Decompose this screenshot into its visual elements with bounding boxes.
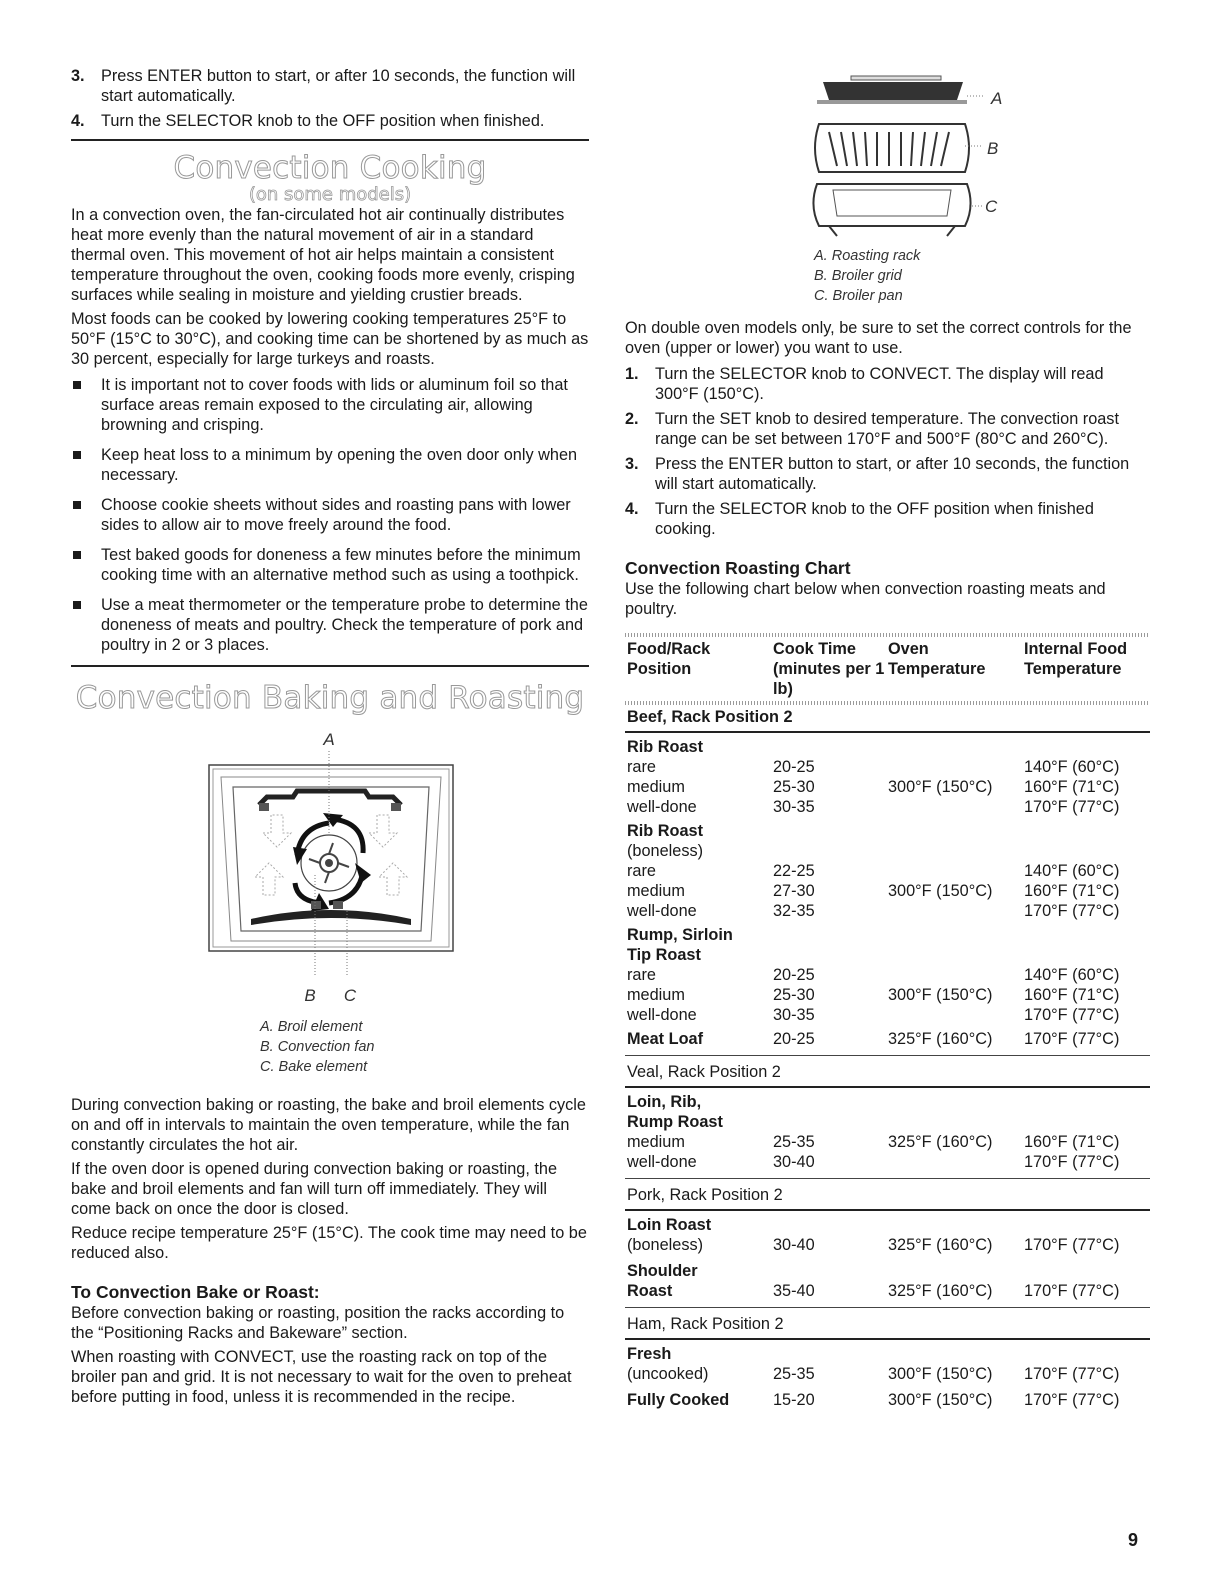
- table-cell: 300°F (150°C): [888, 1391, 993, 1409]
- table-row: [625, 737, 1150, 757]
- paragraph: If the oven door is opened during convection baking or roasting, the bake and broil elements and fan will turn off immediately. They will come back on once the door is closed.: [71, 1160, 558, 1218]
- table-cell: 325°F (160°C): [888, 1236, 993, 1254]
- table-row: [625, 757, 1150, 777]
- table-cell: [888, 861, 1024, 881]
- table-cell: rare: [627, 862, 656, 880]
- table-cell: rare: [627, 966, 656, 984]
- table-cell: 170°F (77°C): [1024, 902, 1120, 920]
- table-cell: rare: [627, 758, 656, 776]
- table-row: [625, 841, 1150, 861]
- list-item: Choose cookie sheets without sides and roasting pans with lower sides to allow air to move freely around the food.: [71, 495, 589, 535]
- left-column: [71, 66, 589, 1411]
- table-cell: 32-35: [773, 902, 815, 920]
- table-cell: 325°F (160°C): [888, 1282, 993, 1300]
- table-cell: (boneless): [627, 1236, 704, 1254]
- caption: B. Broiler grid: [814, 268, 902, 284]
- table-cell: 20-25: [773, 758, 815, 776]
- table-cell: 325°F (160°C): [888, 1133, 993, 1151]
- roasting-chart: [625, 633, 1150, 1410]
- table-cell: Loin, Rib,: [627, 1093, 702, 1111]
- table-row: [625, 925, 1150, 945]
- table-row: [625, 1261, 1150, 1281]
- table-cell: 30-40: [773, 1236, 815, 1254]
- page-number: 9: [1128, 1530, 1139, 1550]
- table-cell: 325°F (160°C): [888, 1030, 993, 1048]
- subheading: To Convection Bake or Roast:: [71, 1282, 320, 1302]
- table-cell: 30-40: [773, 1153, 815, 1171]
- table-row: [625, 901, 1150, 921]
- table-cell: well-done: [627, 902, 697, 920]
- table-cell: 170°F (77°C): [1024, 1365, 1120, 1383]
- table-cell: (uncooked): [627, 1365, 709, 1383]
- table-cell: medium: [627, 1133, 685, 1151]
- header-cell: Food/Rack Position: [627, 640, 711, 678]
- table-cell: Loin Roast: [627, 1216, 712, 1234]
- oven-diagram: [71, 715, 589, 1015]
- table-row: [625, 1215, 1150, 1235]
- paragraph: Most foods can be cooked by lowering cooking temperatures 25°F to 50°F (15°C to 30°C), and cooking time can be shortened by as much as 30 percent, especially for large turkeys and roasts.: [71, 310, 589, 368]
- table-cell: 160°F (71°C): [1024, 882, 1120, 900]
- caption: C. Broiler pan: [814, 288, 903, 304]
- table-cell: 25-30: [773, 986, 815, 1004]
- table-cell: [888, 901, 1024, 921]
- table-cell: 140°F (60°C): [1024, 966, 1120, 984]
- group-title: Veal, Rack Position 2: [627, 1063, 781, 1081]
- table-row: [625, 777, 1150, 797]
- table-row: [625, 1092, 1150, 1112]
- table-row: [625, 985, 1150, 1005]
- table-cell: medium: [627, 778, 685, 796]
- table-row: [625, 821, 1150, 841]
- oven-captions: [71, 1017, 589, 1077]
- header-cell: Internal Food Temperature: [1024, 640, 1128, 678]
- table-row: [625, 945, 1150, 965]
- section-subtitle: (on some models): [248, 184, 412, 205]
- label-a: A: [323, 730, 335, 749]
- paragraph: In a convection oven, the fan-circulated hot air continually distributes heat more evenly than the natural movement of air in a standard thermal oven. This movement of hot air helps maintain a consistent temperature throughout the oven, cooking foods more evenly, crisping surfaces while sealing in moisture and yielding crustier breads.: [71, 206, 575, 304]
- table-row: [625, 1364, 1150, 1384]
- table-cell: medium: [627, 882, 685, 900]
- table-cell: well-done: [627, 1153, 697, 1171]
- caption: A. Broil element: [260, 1019, 363, 1035]
- step-item: 4. Turn the SELECTOR knob to the OFF position when finished.: [71, 112, 545, 130]
- divider: [71, 139, 589, 141]
- table-cell: 300°F (150°C): [888, 778, 993, 796]
- paragraph: During convection baking or roasting, the bake and broil elements cycle on and off in intervals to maintain the oven temperature, while the fan constantly circulates the hot air.: [71, 1096, 586, 1154]
- table-row: [625, 965, 1150, 985]
- table-cell: 170°F (77°C): [1024, 1153, 1120, 1171]
- table-row: [625, 1344, 1150, 1364]
- step-item: 4. Turn the SELECTOR knob to the OFF position when finished cooking.: [625, 500, 1094, 538]
- table-cell: 160°F (71°C): [1024, 986, 1120, 1004]
- table-row: [625, 1132, 1150, 1152]
- table-cell: Roast: [627, 1282, 673, 1300]
- paragraph: Before convection baking or roasting, position the racks according to the “Positioning Racks and Bakeware” section.: [71, 1304, 565, 1342]
- caption: B. Convection fan: [260, 1039, 375, 1055]
- table-cell: Fully Cooked: [627, 1391, 730, 1409]
- paragraph: On double oven models only, be sure to set the correct controls for the oven (upper or lower) you want to use.: [625, 319, 1132, 357]
- table-row: [625, 881, 1150, 901]
- table-cell: 170°F (77°C): [1024, 1391, 1120, 1409]
- table-cell: Meat Loaf: [627, 1030, 703, 1048]
- table-cell: Tip Roast: [627, 946, 701, 964]
- caption: A. Roasting rack: [814, 248, 921, 264]
- table-row: [625, 1152, 1150, 1172]
- table-cell: 30-35: [773, 1006, 815, 1024]
- right-column: [625, 66, 1150, 1410]
- step-item: 3. Press ENTER button to start, or after 10 seconds, the function will start automatically.: [71, 67, 576, 105]
- caption: C. Bake element: [260, 1059, 368, 1075]
- divider: [71, 665, 589, 667]
- table-cell: 160°F (71°C): [1024, 778, 1120, 796]
- table-cell: 300°F (150°C): [888, 1365, 993, 1383]
- header-cell: Cook Time (minutes per 1 lb): [773, 640, 885, 698]
- label-b: B: [987, 139, 999, 158]
- label-c: C: [343, 986, 357, 1005]
- section-title: Convection Baking and Roasting: [75, 680, 585, 716]
- chart-title: Convection Roasting Chart: [625, 558, 851, 578]
- table-cell: 25-30: [773, 778, 815, 796]
- chart-header: [625, 637, 1150, 701]
- table-cell: Fresh: [627, 1345, 672, 1363]
- paragraph: When roasting with CONVECT, use the roasting rack on top of the broiler pan and grid. It is not necessary to wait for the oven to preheat before putting in food, unless it is recommended in the recipe.: [71, 1348, 572, 1406]
- table-cell: 30-35: [773, 798, 815, 816]
- table-row: [625, 1281, 1150, 1301]
- list-item: Keep heat loss to a minimum by opening the oven door only when necessary.: [71, 445, 589, 485]
- table-cell: 160°F (71°C): [1024, 1133, 1120, 1151]
- group-title: Beef, Rack Position 2: [627, 708, 793, 726]
- header-cell: Oven Temperature: [888, 640, 986, 678]
- table-cell: 15-20: [773, 1391, 815, 1409]
- section-title: Convection Cooking: [173, 150, 487, 186]
- table-cell: 35-40: [773, 1282, 815, 1300]
- table-cell: [888, 965, 1024, 985]
- table-cell: 20-25: [773, 966, 815, 984]
- group-title: Ham, Rack Position 2: [627, 1315, 784, 1333]
- table-cell: Rump, Sirloin: [627, 926, 733, 944]
- table-row: [625, 1029, 1150, 1049]
- list-item: It is important not to cover foods with lids or aluminum foil so that surface areas remain exposed to the circulating air, allowing browning and crisping.: [71, 375, 589, 435]
- paragraph: Use the following chart below when convection roasting meats and poultry.: [625, 580, 1106, 618]
- table-cell: [888, 757, 1024, 777]
- table-row: [625, 797, 1150, 817]
- table-cell: 170°F (77°C): [1024, 1006, 1120, 1024]
- table-cell: 300°F (150°C): [888, 986, 993, 1004]
- table-cell: 170°F (77°C): [1024, 798, 1120, 816]
- table-cell: 170°F (77°C): [1024, 1236, 1120, 1254]
- table-row: [625, 1390, 1150, 1410]
- table-cell: 22-25: [773, 862, 815, 880]
- table-cell: medium: [627, 986, 685, 1004]
- table-cell: 27-30: [773, 882, 815, 900]
- table-cell: Rib Roast: [627, 738, 703, 756]
- list-item: Test baked goods for doneness a few minutes before the minimum cooking time with an alternative method such as using a toothpick.: [71, 545, 589, 585]
- table-row: [625, 1005, 1150, 1025]
- table-cell: 170°F (77°C): [1024, 1030, 1120, 1048]
- table-cell: [888, 1152, 1024, 1172]
- table-row: [625, 861, 1150, 881]
- table-cell: 170°F (77°C): [1024, 1282, 1120, 1300]
- label-b: B: [304, 986, 316, 1005]
- table-cell: 140°F (60°C): [1024, 862, 1120, 880]
- table-cell: 20-25: [773, 1030, 815, 1048]
- table-cell: [888, 797, 1024, 817]
- table-cell: Shoulder: [627, 1262, 698, 1280]
- pan-captions: [625, 246, 1150, 306]
- table-cell: well-done: [627, 798, 697, 816]
- table-cell: 300°F (150°C): [888, 882, 993, 900]
- step-item: 2. Turn the SET knob to desired temperature. The convection roast range can be set between 170°F and 500°F (80°C and 260°C).: [625, 410, 1119, 448]
- step-item: 1. Turn the SELECTOR knob to CONVECT. The display will read 300°F (150°C).: [625, 365, 1104, 403]
- broiler-pan-diagram: [625, 66, 1150, 246]
- label-a: A: [991, 89, 1003, 108]
- table-cell: 25-35: [773, 1133, 815, 1151]
- table-cell: 140°F (60°C): [1024, 758, 1120, 776]
- table-cell: Rump Roast: [627, 1113, 723, 1131]
- table-row: [625, 1235, 1150, 1255]
- table-cell: 25-35: [773, 1365, 815, 1383]
- table-cell: well-done: [627, 1006, 697, 1024]
- table-cell: Rib Roast: [627, 822, 703, 840]
- step-item: 3. Press the ENTER button to start, or after 10 seconds, the function will start automatically.: [625, 455, 1130, 493]
- label-c: C: [985, 197, 998, 216]
- table-cell: (boneless): [627, 842, 704, 860]
- table-row: [625, 1112, 1150, 1132]
- list-item: Use a meat thermometer or the temperature probe to determine the doneness of meats and poultry. Check the temperature of pork and poultry in 2 or 3 places.: [71, 595, 589, 655]
- group-title: Pork, Rack Position 2: [627, 1186, 783, 1204]
- table-cell: [888, 1005, 1024, 1025]
- paragraph: Reduce recipe temperature 25°F (15°C). The cook time may need to be reduced also.: [71, 1224, 587, 1262]
